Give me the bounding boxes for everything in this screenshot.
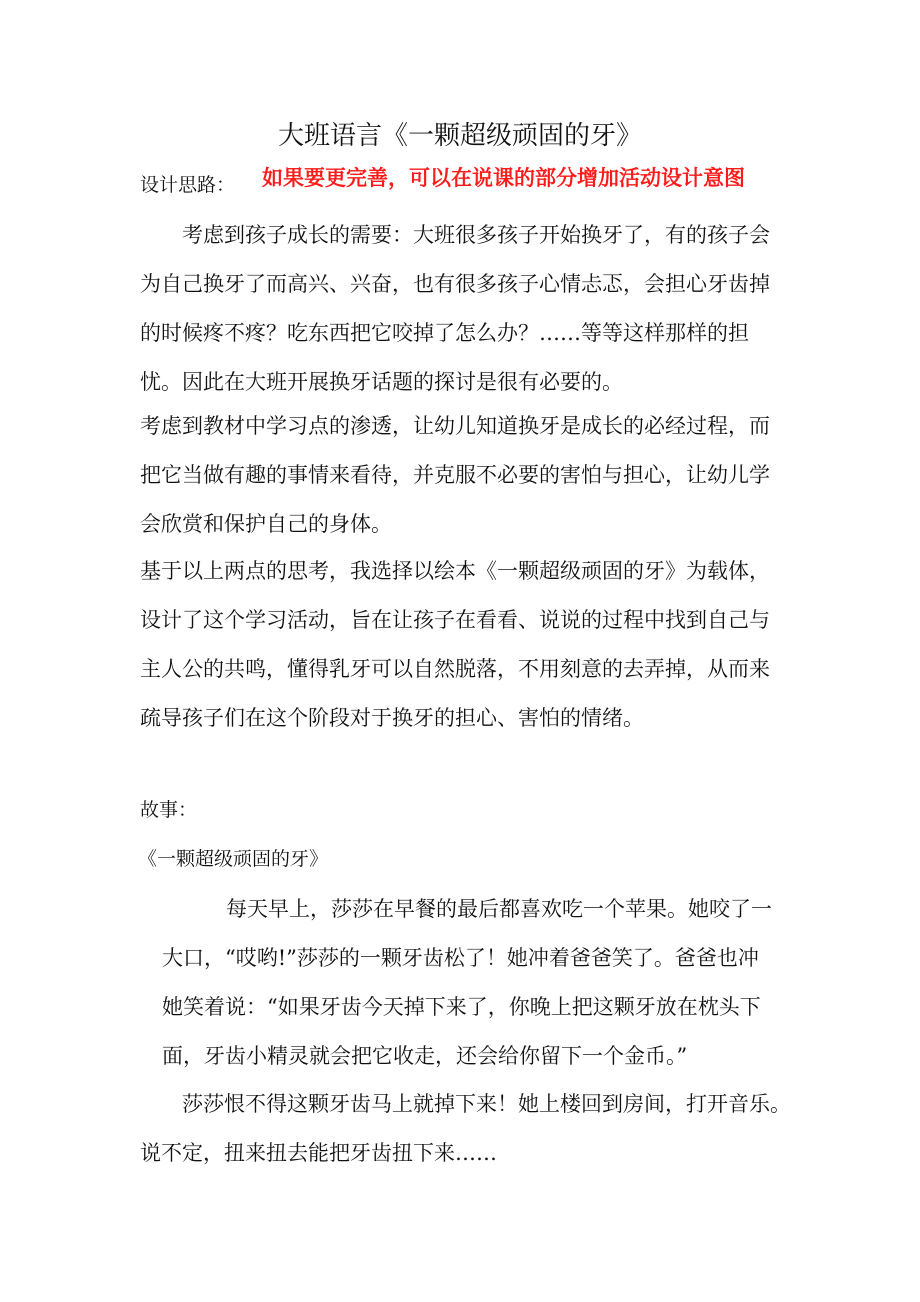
text-line: 基于以上两点的思考，我选择以绘本《一颗超级顽固的牙》为载体， — [140, 559, 770, 583]
story-paragraph-2 — [140, 1080, 800, 1178]
text-line: 说不定，扭来扭去能把牙齿扭下来…… — [140, 1141, 497, 1165]
text-line: 为自己换牙了而高兴、兴奋，也有很多孩子心情忐忑，会担心牙齿掉 — [140, 272, 770, 296]
paragraph-material — [140, 402, 800, 549]
text-line: 莎莎恨不得这颗牙齿马上就掉下来！她上楼回到房间，打开音乐。 — [182, 1092, 791, 1116]
story-label: 故事： — [140, 799, 198, 821]
text-line: 考虑到孩子成长的需要：大班很多孩子开始换牙了，有的孩子会 — [182, 223, 770, 247]
paragraph-conclusion — [140, 547, 800, 743]
text-line: 设计了这个学习活动，旨在让孩子在看看、说说的过程中找到自己与 — [140, 608, 770, 632]
text-line: 每天早上，莎莎在早餐的最后都喜欢吃一个苹果。她咬了一 — [226, 897, 772, 921]
document-title: 大班语言《一颗超级顽固的牙》 — [277, 121, 642, 151]
design-label: 设计思路： — [140, 174, 236, 196]
text-line: 大口，“哎哟!”莎莎的一颗牙齿松了！她冲着爸爸笑了。爸爸也冲 — [162, 946, 759, 970]
text-line: 主人公的共鸣，懂得乳牙可以自然脱落，不用刻意的去弄掉，从而来 — [140, 657, 770, 681]
text-line: 的时候疼不疼？吃东西把它咬掉了怎么办？……等等这样那样的担 — [140, 321, 749, 345]
story-title: 《一颗超级顽固的牙》 — [138, 848, 329, 870]
text-line: 面，牙齿小精灵就会把它收走，还会给你留下一个金币。” — [162, 1044, 688, 1068]
text-line: 会欣赏和保护自己的身体。 — [140, 512, 392, 536]
text-line: 忧。因此在大班开展换牙话题的探讨是很有必要的。 — [140, 370, 623, 394]
paragraph-need — [140, 211, 800, 407]
text-line: 把它当做有趣的事情来看待，并克服不必要的害怕与担心，让幼儿学 — [140, 463, 770, 487]
story-paragraph-1 — [162, 885, 822, 1081]
text-line: 她笑着说：“如果牙齿今天掉下来了，你晚上把这颗牙放在枕头下 — [162, 995, 761, 1019]
text-line: 考虑到教材中学习点的渗透，让幼儿知道换牙是成长的必经过程，而 — [140, 414, 770, 438]
text-line: 疏导孩子们在这个阶段对于换牙的担心、害怕的情绪。 — [140, 706, 644, 730]
red-annotation: 如果要更完善，可以在说课的部分增加活动设计意图 — [262, 166, 745, 190]
